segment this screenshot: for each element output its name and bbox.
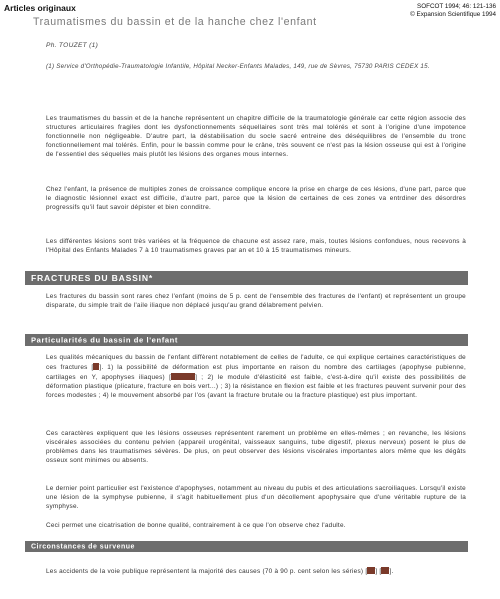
author: Ph. TOUZET (1) <box>46 42 99 49</box>
citation <box>410 3 496 19</box>
body-paragraph: Les fractures du bassin sont rares chez l'enfant (moins de 5 p. cent de l'ensemble des fractures de l'enfant) et représentent un groupe disparate, du simple trait de l'aile iliaque non déplacé jusqu'au grand délabrement pelvien. <box>46 293 466 309</box>
journal-label: Articles originaux <box>4 3 76 13</box>
body-paragraph: Le dernier point particulier est l'existence d'apophyses, notamment au niveau du pubis et des articulations sacroiliaques. Lorsqu'il existe une lésion de la symphyse pubienne, il s'agit habituellement plus d'un décollement apophysaire que d'une véritable rupture de la symphyse. <box>46 485 466 510</box>
intro-paragraph: Chez l'enfant, la présence de multiples zones de croissance complique encore la prise en charge de ces lésions, d'une part, parce que le diagnostic lésionnel exact est difficile, d'autre part, parce que la lésion de certaines de ces zones va entrdiner des désordres progressifs qu'il faut savoir dépister et bien connditre. <box>46 186 466 211</box>
copyright-line: © Expansion Scientifique 1994 <box>410 11 496 18</box>
article-title: Traumatismes du bassin et de la hanche chez l'enfant <box>33 16 317 28</box>
intro-paragraph: Les traumatismes du bassin et de la hanche représentent un chapitre difficile de la traumatologie générale car cette région associe des structures articulaires fragiles dont les dysfonctionnements séquellaires sont très mal tolérés et sont à l'origine d'une impotence fonctionnelle non négligeable. D'autre part, la déstabilisation du socle sacré entreine des déséquilibres de l'ensemble du tronc fonctionnellement mal tolérés. Enfin, pour le bassin comme pour le crâne, très souvent ce n'est pas la lésion osseuse qui est à l'origine de l'essentiel des séquelles mais plutôt les lésions des organes mous internes. <box>46 115 466 158</box>
reference-link[interactable] <box>171 373 195 380</box>
subsection-heading-text: Circonstances de survenue <box>31 543 135 550</box>
affiliation: (1) Service d'Orthopédie-Traumatologie Infantile, Hôpital Necker-Enfants Malades, 149, rue de Sèvres, 75730 PARIS CEDEX 15. <box>46 63 430 70</box>
subsection-heading <box>25 334 468 346</box>
body-paragraph: Les qualités mécaniques du bassin de l'enfant diffèrent notablement de celles de l'adulte, ce qui explique certaines caractéristiques de ces fractures [ ]. 1) la possibilité de déformation est plus importante en raison du nombre des cartilages (apophyse pubienne, cartilages en Y, apophyses iliaques) [ ] ; 2) le module d'élasticité est faible, c'est-à-dire qu'il existe des possibilités de déformation plastique (plicature, fracture en bois vert...) ; 3) la résistance en flexion est faible et les fractures peuvent survenir pour des forces modestes ; 4) le mouvement absorbé par l'os (avant la fracture brutale ou la fracture plastique) est plus important. <box>46 354 466 399</box>
subsection-heading <box>25 541 468 552</box>
body-paragraph: Les accidents de la voie publique représentent la majorité des causes (70 à 90 p. cent selon les séries) [ ] [ ]. <box>46 568 394 575</box>
body-paragraph: Ces caractères expliquent que les lésions osseuses représentent rarement un problème en elles-mêmes ; en revanche, les lésions viscérales associées du contenu pelvien (appareil urogénital, vaisseaux sanguins, tube digestif, plexus nerveux) posent le plus de problèmes dans les traumatismes sévères. De plus, on peut observer des lésions viscérales importantes alors même que les dégâts osseux sont minimes ou absents. <box>46 430 466 464</box>
intro-paragraph: Les différentes lésions sont très variées et la fréquence de chacune est assez rare, mais, toutes lésions confondues, nous recevons à l'Hôpital des Enfants Malades 7 à 10 traumatismes graves par an et 10 à 15 traumatismes mineurs. <box>46 238 466 254</box>
section-heading-text: FRACTURES DU BASSIN* <box>31 273 153 283</box>
section-heading <box>25 271 468 285</box>
citation-line: SOFCOT 1994; 46: 121-136 <box>417 3 496 10</box>
page-header <box>4 3 496 18</box>
subsection-heading-text: Particularités du bassin de l'enfant <box>31 335 179 345</box>
body-paragraph: Ceci permet une cicatrisation de bonne qualité, contrairement à ce que l'on observe chez l'adulte. <box>46 522 346 529</box>
